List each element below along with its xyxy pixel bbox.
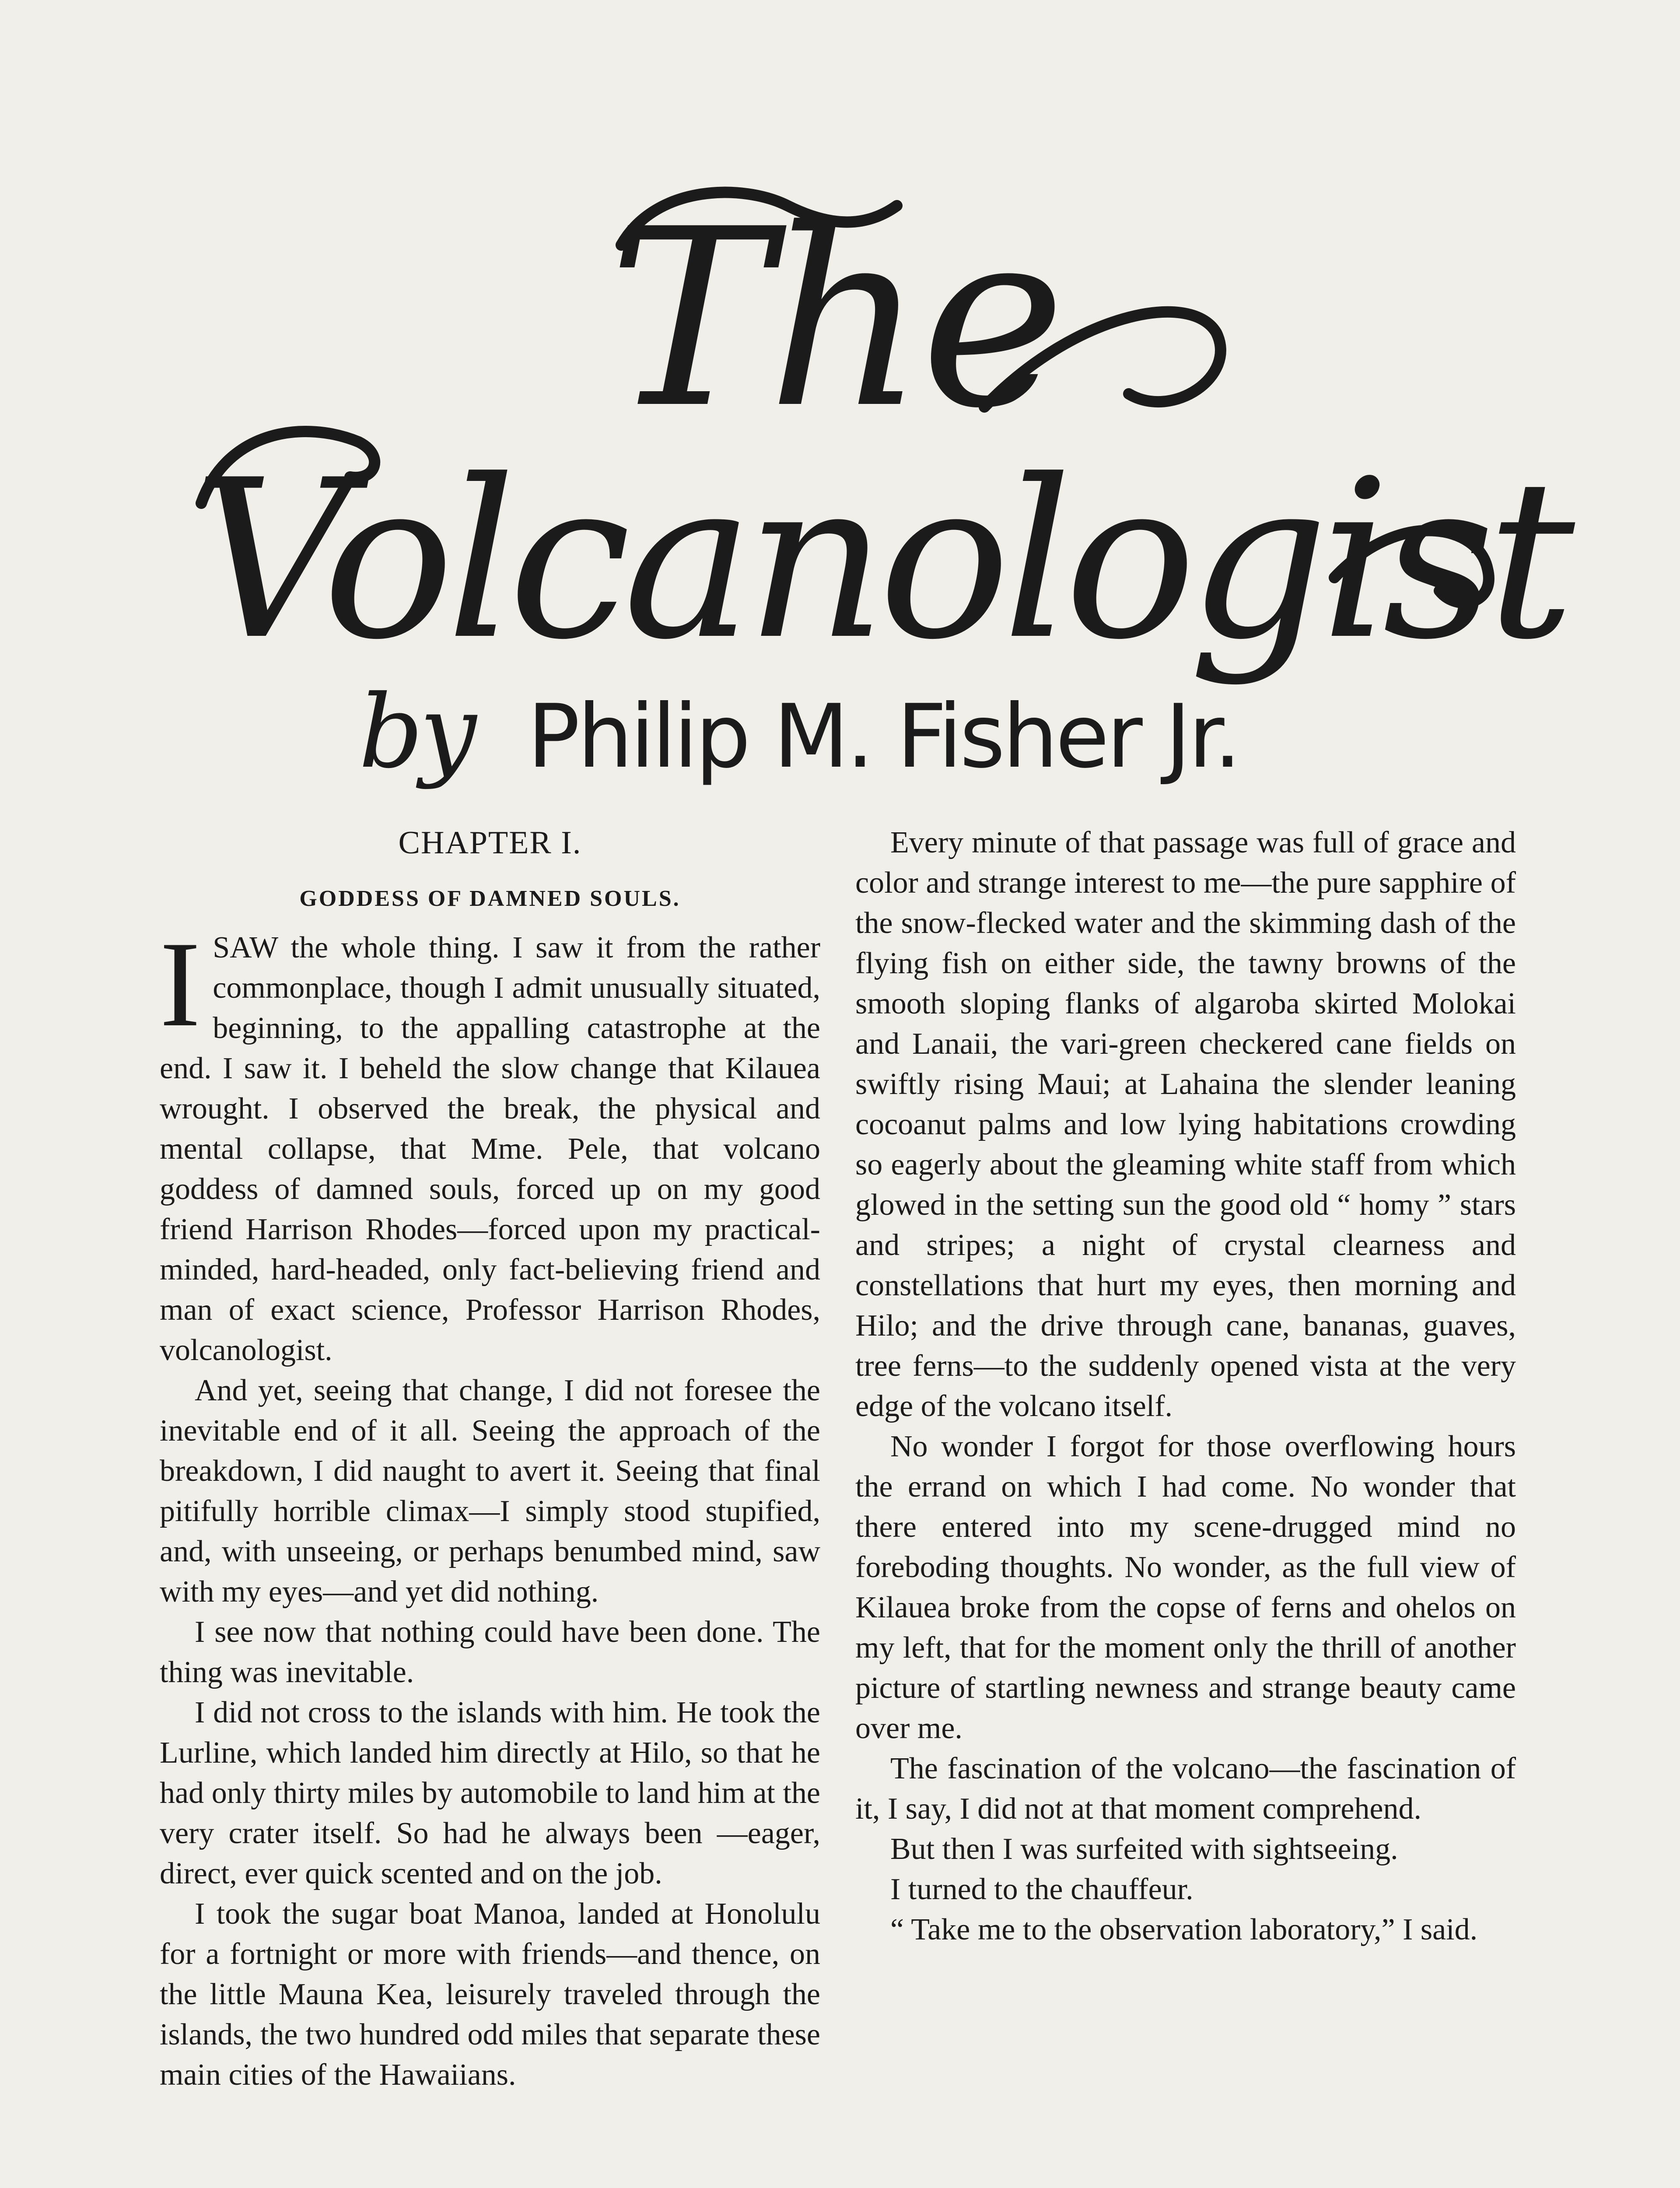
paragraph-9: But then I was surfeited with sightseeing. [890,1832,1398,1866]
byline-by: by [359,674,473,791]
paragraph-11: “ Take me to the observation laboratory,” I said. [890,1913,1478,1946]
text-column-left [160,823,820,2095]
paragraph-4: I did not cross to the islands with him. He took the Lurline, which landed him directly at Hilo, so that he had only thirty miles by automobile to land him at the very crater itself. So had he always been —eager, direct, ever quick scented and on the job. [160,1696,820,1890]
title-line-the: The [608,177,1061,462]
paragraph-1-text: SAW the whole thing. I saw it from the rather commonplace, though I admit unusually situated, beginning, to the appalling catastrophe at the end. I saw it. I beheld the slow change that Kilauea wrought. I observed the break, the physical and mental collapse, that Mme. Pele, that volcano goddess of damned souls, forced up on my good friend Harrison Rhodes—forced upon my practical-minded, hard-headed, only fact-believing friend and man of exact science, Professor Harrison Rhodes, volcanologist. [160,931,820,1367]
paragraph-2: And yet, seeing that change, I did not foresee the inevitable end of it all. Seeing the approach of the breakdown, I did naught to avert it. Seeing that final pitifully horrible climax—I simply stood stupified, and, with unseeing, or perhaps benumbed mind, saw with my eyes—and yet did nothing. [160,1374,820,1609]
paragraph-6: Every minute of that passage was full of grace and color and strange interest to me—the pure sapphire of the snow-flecked water and the skimming dash of the flying fish on either side, the tawny browns of the smooth sloping flanks of algaroba skirted Molokai and Lanaii, the vari-green checkered cane fields on swiftly rising Maui; at Lahaina the slender leaning cocoanut palms and low lying habitations crowding so eagerly about the gleaming white staff from which glowed in the setting sun the good old “ homy ” stars and stripes; a night of crystal clearness and constellations that hurt my eyes, then morning and Hilo; and the drive through cane, bananas, guaves, tree ferns—to the suddenly opened vista at the very edge of the volcano itself. [855,826,1516,1423]
drop-cap: I [160,916,201,1052]
author-name: Philip M. Fisher Jr. [527,686,1239,788]
chapter-subheading: GODDESS OF DAMNED SOULS. [299,886,681,911]
title-line-volcanologist: Volcanologist [192,433,1567,687]
text-column-right [855,823,1516,1950]
byline [359,674,1496,791]
paragraph-1 [160,916,820,1371]
chapter-heading: CHAPTER I. [398,825,582,861]
paragraph-10: I turned to the chauffeur. [890,1872,1194,1906]
paragraph-5: I took the sugar boat Manoa, landed at Honolulu for a fortnight or more with friends—and thence, on the little Mauna Kea, leisurely traveled through the islands, the two hundred odd miles that separate these main cities of the Hawaiians. [160,1897,820,2092]
paragraph-8: The fascination of the volcano—the fascination of it, I say, I did not at that moment comprehend. [855,1752,1516,1826]
paragraph-3: I see now that nothing could have been done. The thing was inevitable. [160,1615,820,1689]
paragraph-7: No wonder I forgot for those overflowing hours the errand on which I had come. No wonder that there entered into my scene-drugged mind no foreboding thoughts. No wonder, as the full view of Kilauea broke from the copse of ferns and ohelos on my left, that for the moment only the thrill of another picture of startling newness and strange beauty came over me. [855,1430,1516,1745]
